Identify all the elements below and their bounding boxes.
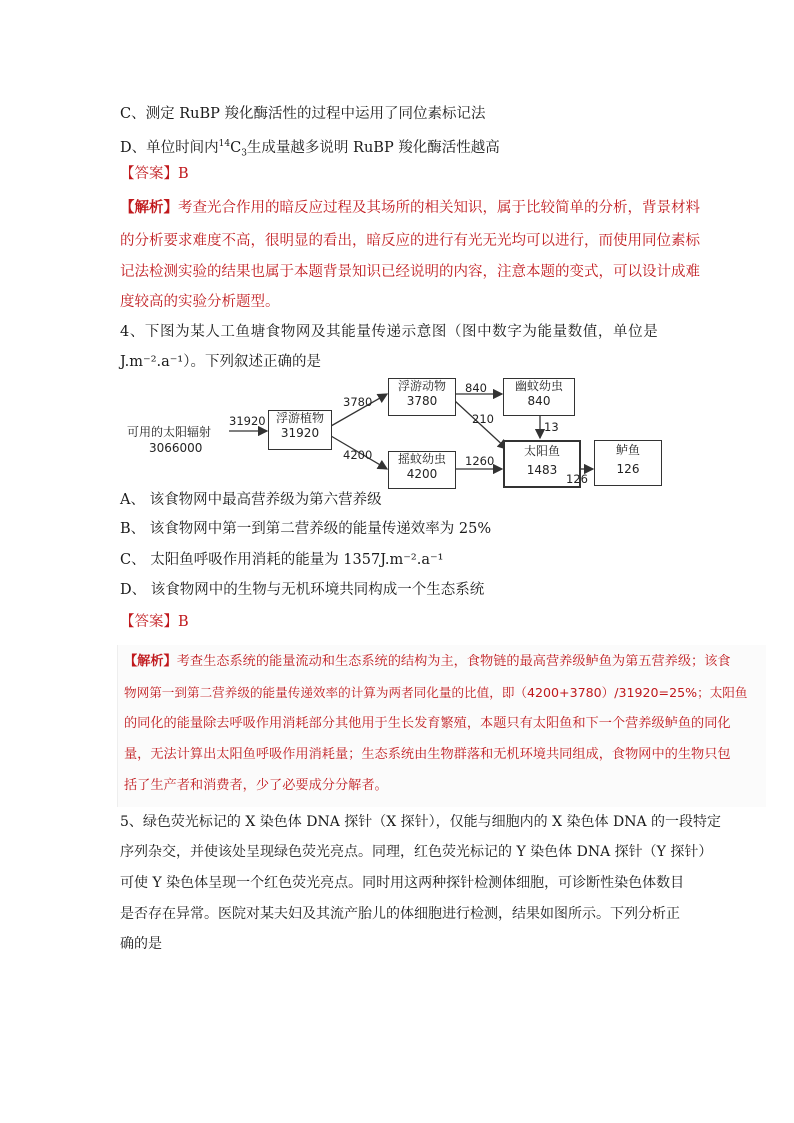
solar-radiation-label: 可用的太阳辐射 3066000	[127, 425, 212, 455]
q4-explanation-line-5: 括了生产者和消费者，少了必要成分分解者。	[124, 778, 388, 793]
q3-option-d: D、单位时间内$^{14}C_3$生成量越多说明 RuBP 羧化酶活性越高	[120, 139, 500, 159]
q5-stem-line-2: 序列杂交，并使该处呈现绿色荧光亮点。同理，红色荧光标记的 Y 染色体 DNA 探针（Y 探针）	[120, 844, 713, 860]
q3-answer: 【答案】B	[120, 166, 189, 182]
q5-stem-line-4: 是否存在异常。医院对某夫妇及其流产胎儿的体细胞进行检测，结果如图所示。下列分析正	[120, 906, 680, 922]
q3-explanation-line-2: 的分析要求难度不高，很明显的看出，暗反应的进行有光无光均可以进行，而使用同位素标	[120, 233, 700, 249]
q4-stem-line-1: 4、下图为某人工鱼塘食物网及其能量传递示意图（图中数字为能量数值，单位是	[120, 324, 659, 340]
q5-stem-line-5: 确的是	[120, 936, 162, 952]
food-web-diagram	[117, 376, 677, 486]
node-chironomid-larvae: 摇蚊幼虫 4200	[388, 451, 456, 489]
edge-label-13: 13	[544, 420, 559, 434]
edge-label-126: 126	[566, 472, 588, 486]
q3-option-c: C、测定 RuBP 羧化酶活性的过程中运用了同位素标记法	[120, 106, 486, 122]
q3-explanation-line-3: 记法检测实验的结果也属于本题背景知识已经说明的内容，注意本题的变式，可以设计成难	[120, 264, 700, 280]
q4-answer: 【答案】B	[120, 614, 189, 630]
node-sunfish: 太阳鱼 1483	[503, 440, 581, 488]
q5-stem-line-1: 5、绿色荧光标记的 X 染色体 DNA 探针（X 探针），仅能与细胞内的 X 染色体 DNA 的一段特定	[120, 814, 722, 830]
q5-stem-line-3: 可使 Y 染色体呈现一个红色荧光亮点。同时用这两种探针检测体细胞，可诊断性染色体数目	[120, 875, 685, 891]
node-perch: 鲈鱼 126	[594, 440, 662, 486]
q4-explanation-block	[117, 645, 766, 807]
q4-option-b: B、 该食物网中第一到第二营养级的能量传递效率为 25%	[120, 521, 492, 537]
q4-option-d: D、 该食物网中的生物与无机环境共同构成一个生态系统	[120, 582, 485, 598]
q4-explanation-line-1: 【解析】考查生态系统的能量流动和生态系统的结构为主，食物链的最高营养级鲈鱼为第五营养级；该食	[124, 654, 731, 669]
node-zooplankton: 浮游动物 3780	[388, 378, 456, 416]
edge-label-3780: 3780	[343, 395, 373, 409]
q4-explanation-line-3: 的同化的能量除去呼吸作用消耗部分其他用于生长发育繁殖，本题只有太阳鱼和下一个营养级鲈鱼的同化	[124, 716, 731, 731]
q4-stem-line-2: J.m⁻².a⁻¹）。下列叙述正确的是	[120, 354, 321, 370]
edge-label-840: 840	[465, 381, 487, 395]
node-chaoborus-larvae: 幽蚊幼虫 840	[503, 378, 575, 416]
edge-label-31920: 31920	[229, 414, 266, 428]
edge-label-4200: 4200	[343, 448, 373, 462]
q3-explanation-line-1: 【解析】考查光合作用的暗反应过程及其场所的相关知识，属于比较简单的分析，背景材料	[120, 199, 700, 216]
edge-label-210: 210	[472, 412, 494, 426]
q3-explanation-line-4: 度较高的实验分析题型。	[120, 294, 280, 310]
q4-explanation-line-2: 物网第一到第二营养级的能量传递效率的计算为两者同化量的比值，即（4200+3780）/31920=25%；太阳鱼	[124, 685, 748, 700]
q4-option-a: A、 该食物网中最高营养级为第六营养级	[120, 492, 382, 508]
node-phytoplankton: 浮游植物 31920	[268, 410, 332, 450]
q4-option-c: C、 太阳鱼呼吸作用消耗的能量为 1357J.m⁻².a⁻¹	[120, 552, 444, 568]
q4-explanation-line-4: 量，无法计算出太阳鱼呼吸作用消耗量；生态系统由生物群落和无机环境共同组成，食物网中的生物只包	[124, 747, 731, 762]
edge-label-1260: 1260	[465, 454, 495, 468]
